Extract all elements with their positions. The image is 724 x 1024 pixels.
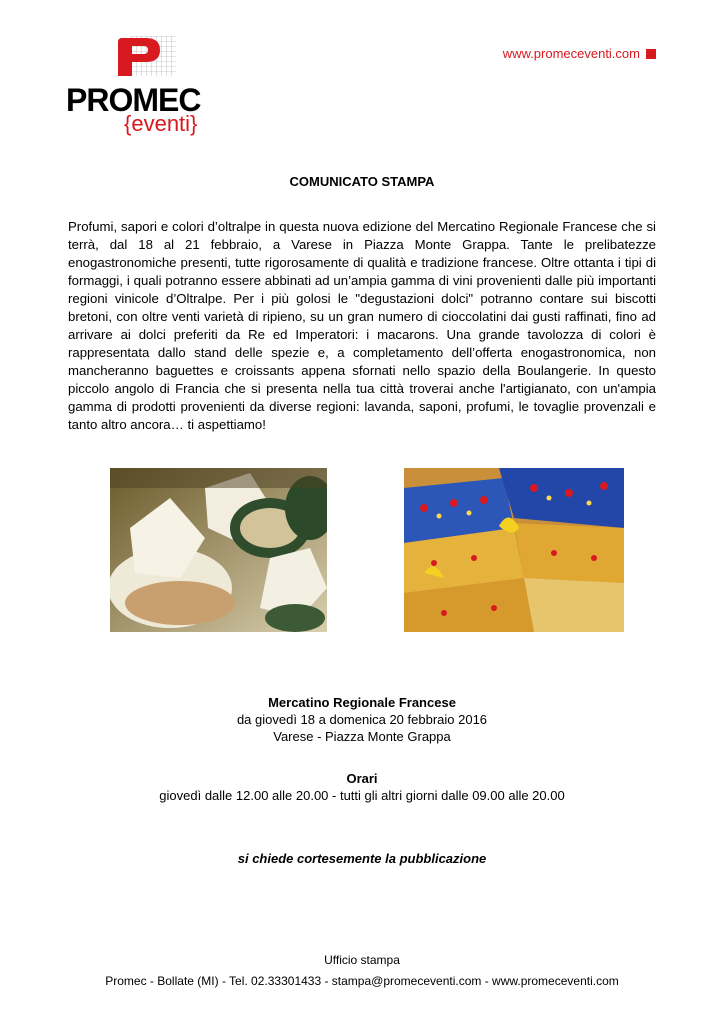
publication-request: si chiede cortesemente la pubblicazione bbox=[237, 851, 487, 866]
event-place: Varese - Piazza Monte Grappa bbox=[273, 729, 451, 744]
footer-office: Ufficio stampa bbox=[324, 953, 400, 967]
footer-contacts: Promec - Bollate (MI) - Tel. 02.33301433 - stampa@promeceventi.com - www.promeceventi.com bbox=[105, 974, 619, 988]
hours-text: giovedì dalle 12.00 alle 20.00 - tutti gli altri giorni dalle 09.00 alle 20.00 bbox=[159, 788, 565, 803]
hours-info bbox=[0, 770, 724, 804]
event-info bbox=[0, 694, 724, 745]
event-name: Mercatino Regionale Francese bbox=[268, 695, 456, 710]
press-release-body: Profumi, sapori e colori d’oltralpe in questa nuova edizione del Mercatino Regionale Francese che si terrà, dal 18 al 21 febbraio, a Varese in Piazza Monte Grappa. Tante le prelibatezze enogastronomiche presenti, tutte rigorosamente di qualità e tradizione francese. Oltre ottanta i tipi di formaggi, i quali potranno essere abbinati ad un’ampia gamma di vini provenienti dalle più importanti regioni vinicole d’Oltralpe. Per i più golosi le "degustazioni dolci" potranno contare sui biscotti bretoni, con oltre venti varietà di ripieno, su un gran numero di cioccolatini dai gusti raffinati, fino ad arrivare ai dolci preferiti da Re ed Imperatori: i macarons. Una grande tavolozza di colori è rappresentata dallo stand delle spezie e, a completamento dell’offerta enogastronomica, non mancheranno baguettes e croissants appena sfornati nello spazio della Boulangerie. In questo piccolo angolo di Francia che si presenta nella tua città troverai anche l'artigianato, con un'ampia gamma di prodotti provenienti da diverse regioni: lavanda, saponi, profumi, le tovaglie provenzali e tanto altro ancora… ti aspettiamo! bbox=[68, 219, 656, 432]
logo-name: PROMEC bbox=[66, 82, 201, 118]
logo-sub: {eventi} bbox=[124, 111, 198, 136]
website-link[interactable]: www.promeceventi.com bbox=[502, 46, 640, 61]
cheese-image-icon bbox=[110, 468, 327, 632]
event-dates: da giovedì 18 a domenica 20 febbraio 2016 bbox=[236, 712, 488, 727]
fabric-baskets-image-icon bbox=[404, 468, 624, 632]
hours-label: Orari bbox=[346, 771, 378, 786]
provencal-fabric-photo bbox=[404, 468, 624, 632]
logo-p-mark-icon bbox=[116, 36, 176, 76]
cheese-photo bbox=[110, 468, 327, 632]
red-square-icon bbox=[646, 49, 656, 59]
document-title: COMUNICATO STAMPA bbox=[289, 174, 435, 189]
header-website[interactable] bbox=[503, 46, 656, 61]
footer bbox=[0, 952, 724, 990]
promec-logo bbox=[66, 36, 216, 136]
